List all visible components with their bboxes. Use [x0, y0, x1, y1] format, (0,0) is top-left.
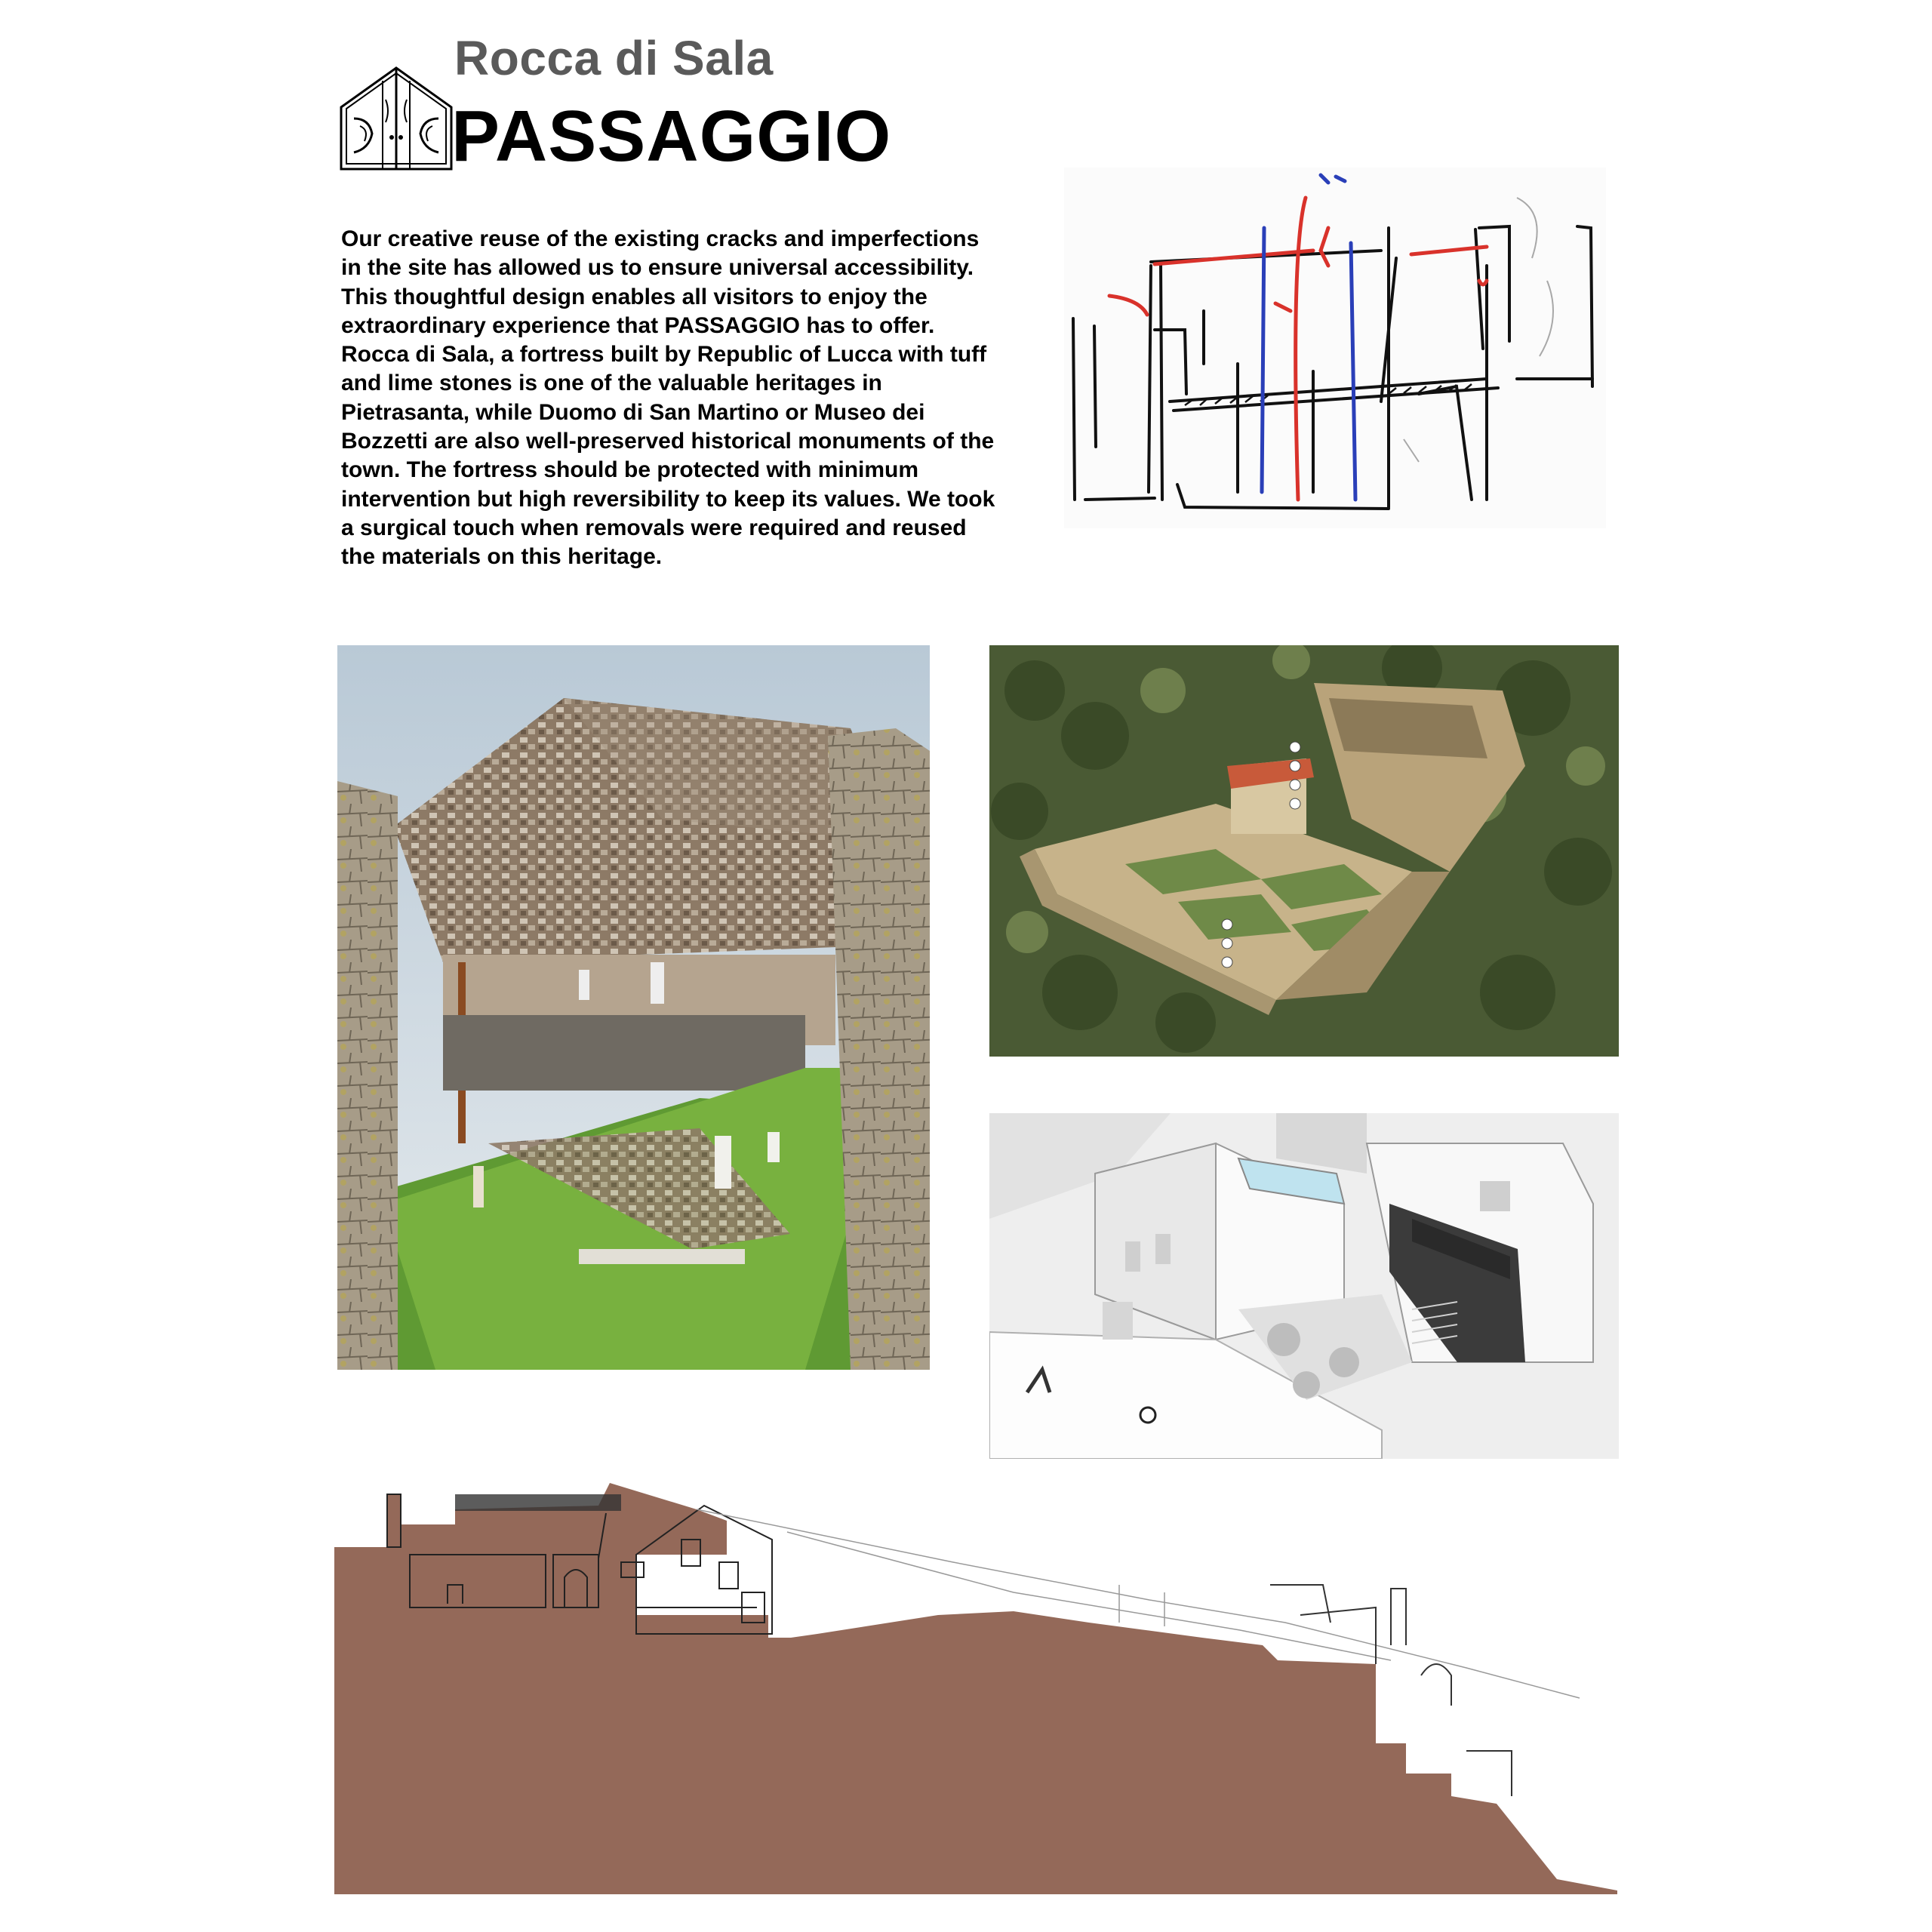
- project-subtitle: Rocca di Sala: [454, 31, 774, 85]
- project-title: PASSAGGIO: [451, 96, 892, 177]
- axonometric-cutaway: [989, 1113, 1619, 1459]
- description-line: a surgical touch when removals were required and reused: [341, 515, 967, 540]
- description-line: Our creative reuse of the existing cracks and imperfections: [341, 226, 980, 251]
- description-line: the materials on this heritage.: [341, 544, 663, 570]
- site-section-drawing: [334, 1449, 1617, 1894]
- fortress-gate-logo-icon: [339, 66, 454, 171]
- description-line: in the site has allowed us to ensure universal accessibility.: [341, 255, 974, 281]
- description-line: Bozzetti are also well-preserved historical monuments of the: [341, 429, 995, 454]
- courtyard-render: [337, 645, 930, 1370]
- concept-section-sketch: [1064, 168, 1606, 528]
- description-line: town. The fortress should be protected with minimum: [341, 457, 919, 483]
- project-description: [341, 225, 1043, 572]
- description-line: Pietrasanta, while Duomo di San Martino or Museo dei: [341, 399, 925, 425]
- description-line: This thoughtful design enables all visitors to enjoy the: [341, 284, 928, 309]
- description-line: and lime stones is one of the valuable heritages in: [341, 371, 882, 396]
- description-line: Rocca di Sala, a fortress built by Republic of Lucca with tuff: [341, 342, 987, 368]
- description-line: extraordinary experience that PASSAGGIO has to offer.: [341, 312, 935, 338]
- description-line: intervention but high reversibility to keep its values. We took: [341, 486, 995, 512]
- aerial-site-view: [989, 645, 1619, 1057]
